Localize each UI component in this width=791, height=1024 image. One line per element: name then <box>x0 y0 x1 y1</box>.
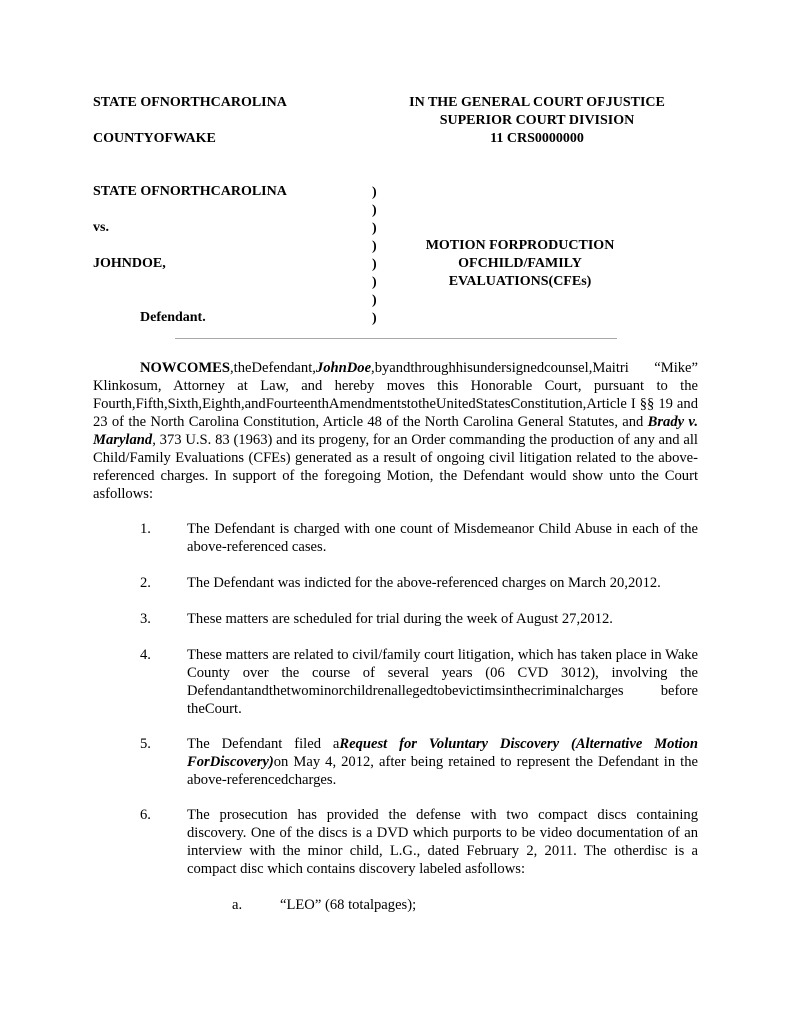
caption-defendant-label: Defendant. <box>140 310 206 325</box>
item-text: These matters are related to civil/family court litigation, which has taken place in Wake County over the course of several years (06 CVD 3012), involving the Defendantandthetwominorchildrenallegedtobevictimsinthecriminalcharges before theCourt. <box>187 647 698 717</box>
subitem-letter: a. <box>232 897 243 913</box>
now-comes-text: NOWCOMES <box>140 360 230 376</box>
case-number: 11 CRS0000000 <box>490 131 584 146</box>
caption-paren: ) <box>372 275 377 290</box>
caption-paren: ) <box>372 203 377 218</box>
caption-paren: ) <box>372 221 377 236</box>
caption-paren: ) <box>372 293 377 308</box>
caption-divider <box>175 338 617 339</box>
caption-paren: ) <box>372 311 377 326</box>
caption-paren: ) <box>372 239 377 254</box>
caption-paren: ) <box>372 257 377 272</box>
caption-paren: ) <box>372 185 377 200</box>
subitem-text: “LEO” (68 totalpages); <box>280 897 417 913</box>
item-text <box>187 735 698 789</box>
caption-defendant-name: JOHNDOE, <box>93 256 166 271</box>
item-number: 1. <box>140 521 151 537</box>
case-citation: Brady v. Maryland <box>93 414 698 448</box>
caption-vs: vs. <box>93 220 109 235</box>
motion-title-line1: MOTION FORPRODUCTION <box>425 238 615 253</box>
intro-paragraph <box>93 359 698 503</box>
item-text-part: The Defendant filed a <box>187 736 340 752</box>
intro-text: ,theDefendant, <box>230 360 316 376</box>
item-text: The Defendant was indicted for the above-referenced charges on March 20,2012. <box>187 575 661 591</box>
court-heading-line2: SUPERIOR COURT DIVISION <box>439 113 635 128</box>
item-number: 4. <box>140 647 151 663</box>
item-text-part: on May 4, 2012, after being retained to represent the Defendant in the above-referencedcharges. <box>187 754 698 788</box>
court-heading-line1: IN THE GENERAL COURT OFJUSTICE <box>409 95 665 110</box>
item-text: These matters are scheduled for trial during the week of August 27,2012. <box>187 611 613 627</box>
item-number: 2. <box>140 575 151 591</box>
caption-plaintiff: STATE OFNORTHCAROLINA <box>93 184 287 199</box>
item-text: The prosecution has provided the defense with two compact discs containing discovery. One of the discs is a DVD which purports to be video documentation of an interview with the minor child, L.G., dated February 2, 2011. The otherdisc is a compact disc which contains discovery labeled asfollows: <box>187 807 698 877</box>
intro-text: ,byandthroughhisundersignedcounsel,Maitri “Mike” Klinkosum, Attorney at Law, and hereby moves this Honorable Court, pursuant to the Fourth,Fifth,Sixth,Eighth,andFourteenthAmendmentstotheUnitedStatesConstitution,Article I §§ 19 and 23 of the North Carolina Constitution, Article 48 of the North Carolina General Statutes, and <box>93 360 698 430</box>
intro-text: , 373 U.S. 83 (1963) and its progeny, for an Order commanding the production of any and all Child/Family Evaluations (CFEs) generated as a result of ongoing civil litigation related to the above-referenced charges. In support of the foregoing Motion, the Defendant would show unto the Court asfollows: <box>93 432 698 502</box>
motion-title-line2: OFCHILD/FAMILY <box>458 256 582 271</box>
defendant-name: JohnDoe <box>315 360 372 376</box>
state-heading: STATE OFNORTHCAROLINA <box>93 95 287 110</box>
item-number: 3. <box>140 611 151 627</box>
county-heading: COUNTYOFWAKE <box>93 131 216 146</box>
item-text: The Defendant is charged with one count of Misdemeanor Child Abuse in each of the above-referenced cases. <box>187 521 698 555</box>
motion-title-line3: EVALUATIONS(CFEs) <box>448 274 592 289</box>
item-number: 5. <box>140 736 151 752</box>
item-number: 6. <box>140 807 151 823</box>
discovery-request-title: Request for Voluntary Discovery (Alternative Motion ForDiscovery) <box>187 736 698 770</box>
